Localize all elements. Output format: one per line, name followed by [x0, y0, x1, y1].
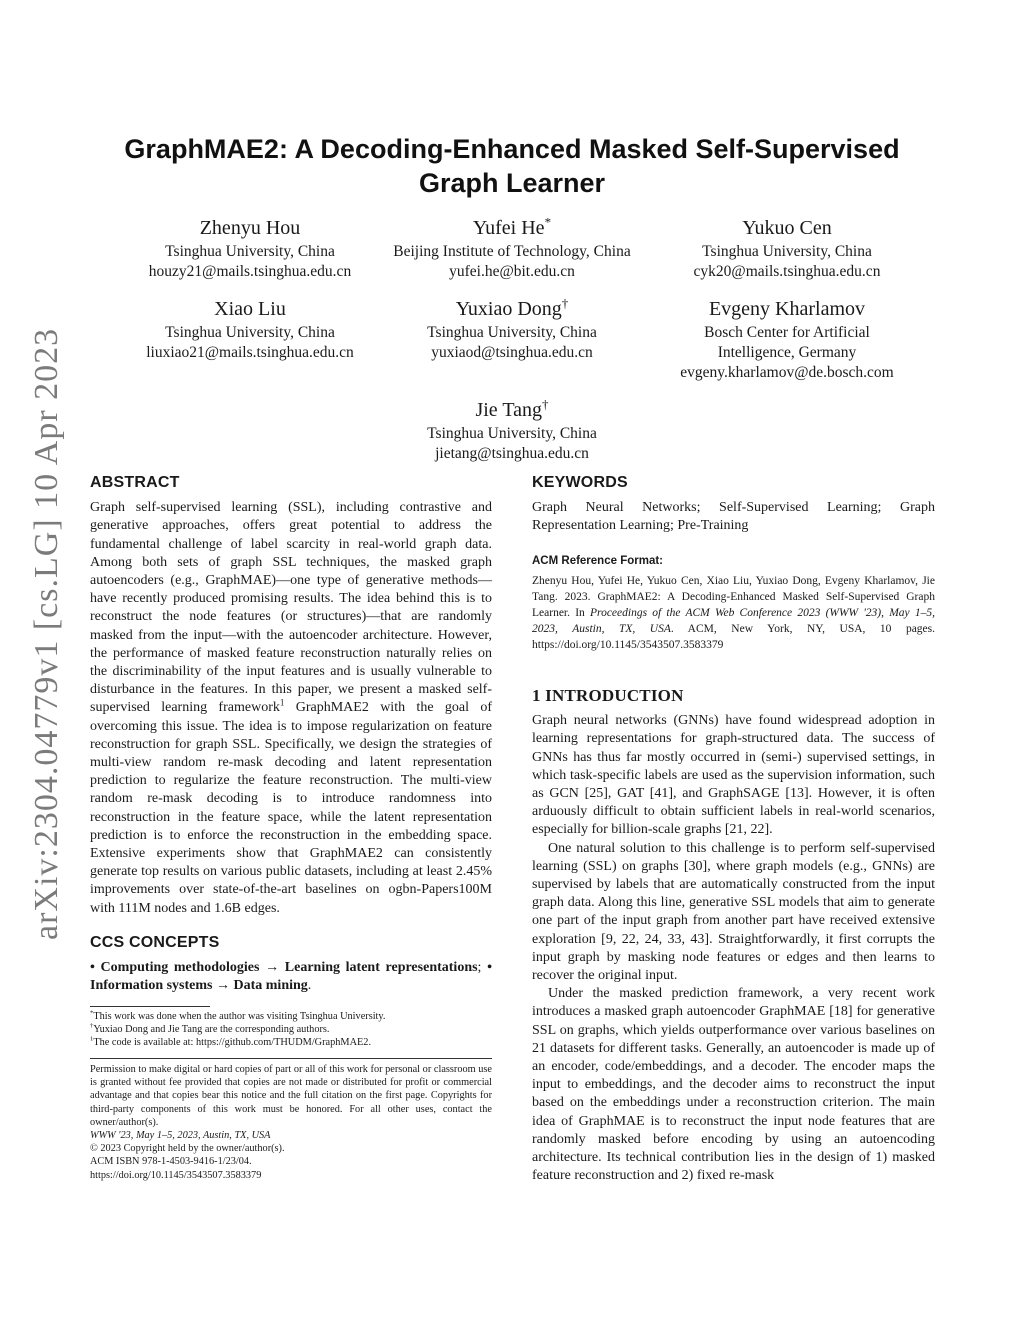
footnotes: [90, 1006, 492, 1050]
permission-divider: [90, 1058, 492, 1059]
footnote: [90, 1036, 492, 1049]
ccs-heading: CCS CONCEPTS: [90, 934, 220, 951]
author-email: evgeny.kharlamov@de.bosch.com: [680, 364, 894, 381]
author-email: yufei.he@bit.edu.cn: [449, 263, 575, 280]
author-name: Evgeny Kharlamov: [708, 298, 866, 320]
copyright: © 2023 Copyright held by the owner/author(s).: [90, 1143, 285, 1155]
acm-reference-heading: ACM Reference Format:: [532, 555, 663, 567]
intro-paragraph: One natural solution to this challenge is to perform self-supervised learning (SSL) on graphs [30], where graph models (e.g., GNNs) are supervised by labels that are automatically constructed from the input graph data. Along this line, generative SSL models that aim to generate one part of the input graph from another part have received extensive exploration [9, 22, 24, 33, 43]. Straightforwardly, it first corrupts the input graph by masking node features or edges and then learns to recover the original input.: [532, 840, 935, 984]
author-mark: †: [561, 295, 569, 311]
author-name: Xiao Liu: [214, 298, 286, 320]
author-affiliation: Beijing Institute of Technology, China: [393, 243, 631, 260]
author-affiliation: Tsinghua University, China: [427, 425, 597, 442]
ccs-text: [90, 959, 492, 995]
author-block: [662, 297, 912, 383]
author-email: yuxiaod@tsinghua.edu.cn: [431, 344, 593, 361]
footnote-text: The code is available at: https://github.com/THUDM/GraphMAE2.: [93, 1037, 372, 1049]
author-name-line: [382, 297, 642, 321]
doi-link[interactable]: https://doi.org/10.1145/3543507.3583379: [90, 1169, 262, 1181]
author-name: Jie Tang: [475, 399, 543, 421]
abstract-text-part2: GraphMAE2 with the goal of overcoming this issue. The idea is to impose regularization on feature reconstruction for graph SSL. Specifically, we design the strategies of multi-view random re-mask decoding and latent representation prediction to regularize the feature reconstruction. The multi-view random re-mask decoding is to introduce randomness into reconstruction in the feature space, while the latent representation prediction is to enforce the reconstruction in the embedding space. Extensive experiments show that GraphMAE2 can consistently generate top results on various public datasets, including at least 2.45% improvements over state-of-the-art baselines on ogbn-Papers100M with 111M nodes and 1.6B edges.: [90, 700, 492, 916]
footnote-ref: 1: [279, 697, 285, 708]
footnote-mark: *: [90, 1009, 94, 1017]
reference-text: . ACM, New York, NY, USA, 10 pages. https://doi.org/10.1145/3543507.3583379: [532, 623, 936, 652]
introduction-section: [532, 687, 935, 1185]
author-affiliation: Intelligence, Germany: [717, 344, 857, 361]
arxiv-sidebar-id: arXiv:2304.04779v1 [cs.LG] 10 Apr 2023: [28, 327, 65, 940]
author-mark: †: [542, 396, 549, 412]
ccs-end: .: [307, 978, 312, 994]
ccs-section: [90, 934, 492, 996]
footnote-mark: †: [90, 1022, 94, 1030]
author-name: Yukuo Cen: [742, 217, 832, 239]
abstract-section: [90, 474, 492, 918]
author-block: [382, 398, 642, 464]
author-name-line: [372, 216, 652, 240]
acm-reference-section: [532, 552, 935, 653]
footnote-text: Yuxiao Dong and Jie Tang are the corresponding authors.: [93, 1024, 330, 1036]
footnote-text: This work was done when the author was visiting Tsinghua University.: [93, 1011, 386, 1022]
footnote: [90, 1010, 492, 1023]
abstract-text-part1: Graph self-supervised learning (SSL), including contrastive and generative approaches, offers great potential to address the fundamental challenge of label scarcity in real-world graph data. Among both sets of graph SSL techniques, the masked graph autoencoders (e.g., GraphMAE)—one type of generative methods—have recently produced promising results. The idea behind this is to reconstruct the node features (or structures)—that are randomly masked from the input—with the autoencoder architecture. However, the performance of masked feature reconstruction naturally relies on the discriminability of the input features and is usually vulnerable to disturbance in the features. In this paper, we present a masked self-supervised learning framework: [90, 500, 492, 716]
keywords-section: [532, 474, 935, 536]
footnote-mark: 1: [90, 1035, 94, 1043]
author-name: Zhenyu Hou: [199, 217, 301, 239]
author-block: [382, 297, 642, 363]
intro-paragraph: Under the masked prediction framework, a very recent work introduces a masked graph autoencoder GraphMAE [18] for generative SSL on graphs, which yields outperformance over various baselines on 21 datasets for different tasks. Generally, an autoencoder is made up of an encoder, code/embeddings, and a decoder. The encoder maps the input to embeddings, and the decoder aims to reconstruct the input based on the embeddings under a reconstruction criterion. The main idea of GraphMAE is to reconstruct the input node features that are randomly masked before encoding by using an autoencoding architecture. Its technical contribution lies in the design of 1) masked feature reconstruction and 2) fixed re-mask: [532, 986, 935, 1184]
author-mark: *: [544, 214, 552, 230]
author-email: jietang@tsinghua.edu.cn: [435, 445, 589, 462]
author-email: liuxiao21@mails.tsinghua.edu.cn: [146, 344, 354, 361]
author-affiliation: Bosch Center for Artificial: [704, 324, 870, 341]
author-name: Yuxiao Dong: [455, 298, 562, 320]
keywords-heading: KEYWORDS: [532, 474, 628, 491]
author-email: houzy21@mails.tsinghua.edu.cn: [148, 263, 352, 280]
conference-info: WWW '23, May 1–5, 2023, Austin, TX, USA: [90, 1130, 271, 1142]
author-name-line: [382, 398, 642, 422]
paper-title: GraphMAE2: A Decoding-Enhanced Masked Self-Supervised Graph Learner: [124, 134, 900, 198]
footnote-divider: [90, 1006, 210, 1007]
isbn: ACM ISBN 978-1-4503-9416-1/23/04.: [90, 1156, 252, 1168]
author-email: cyk20@mails.tsinghua.edu.cn: [693, 263, 881, 280]
acm-reference-text: [532, 573, 935, 653]
author-name: Yufei He: [472, 217, 545, 239]
author-block: [120, 216, 380, 282]
keywords-text: Graph Neural Networks; Self-Supervised Learning; Graph Representation Learning; Pre-Training: [532, 500, 935, 534]
permission-text: Permission to make digital or hard copies of part or all of this work for personal or classroom use is granted without fee provided that copies are not made or distributed for profit or commercial advantage and that copies bear this notice and the full citation on the first page. Copyrights for third-party components of this work must be honored. For all other uses, contact the owner/author(s).: [90, 1064, 492, 1128]
author-affiliation: Tsinghua University, China: [165, 324, 335, 341]
abstract-text: [90, 499, 492, 918]
author-affiliation: Tsinghua University, China: [702, 243, 872, 260]
ccs-concept: • Information systems → Data mining: [90, 960, 492, 994]
reference-text: Zhenyu Hou, Yufei He, Yukuo Cen, Xiao Liu, Yuxiao Dong, Evgeny Kharlamov, Jie Tang. 2023. GraphMAE2: A Decoding-Enhanced Masked Self-Supervised Graph Learner. In: [532, 575, 935, 620]
ccs-concept: • Computing methodologies → Learning latent representations: [90, 960, 478, 976]
permission-block: [90, 1058, 492, 1182]
reference-venue: Proceedings of the ACM Web Conference 2023 (WWW '23), May 1–5, 2023, Austin, TX, USA: [532, 607, 935, 636]
author-block: [372, 216, 652, 282]
abstract-heading: ABSTRACT: [90, 474, 180, 491]
intro-paragraph: Graph neural networks (GNNs) have found widespread adoption in learning representations for graph-structured data. The success of GNNs has thus far mostly occurred in (semi-) supervised settings, in which task-specific labels are used as the supervision information, such as GCN [25], GAT [41], and GraphSAGE [13]. However, it is often arduously difficult to obtain sufficient labels in real-world scenarios, especially for billion-scale graphs [21, 22].: [532, 713, 935, 838]
footnote: [90, 1023, 492, 1036]
author-affiliation: Tsinghua University, China: [427, 324, 597, 341]
author-affiliation: Tsinghua University, China: [165, 243, 335, 260]
author-block: [120, 297, 380, 363]
ccs-separator: ;: [477, 960, 488, 976]
introduction-heading: 1 INTRODUCTION: [532, 686, 684, 705]
author-block: [662, 216, 912, 282]
